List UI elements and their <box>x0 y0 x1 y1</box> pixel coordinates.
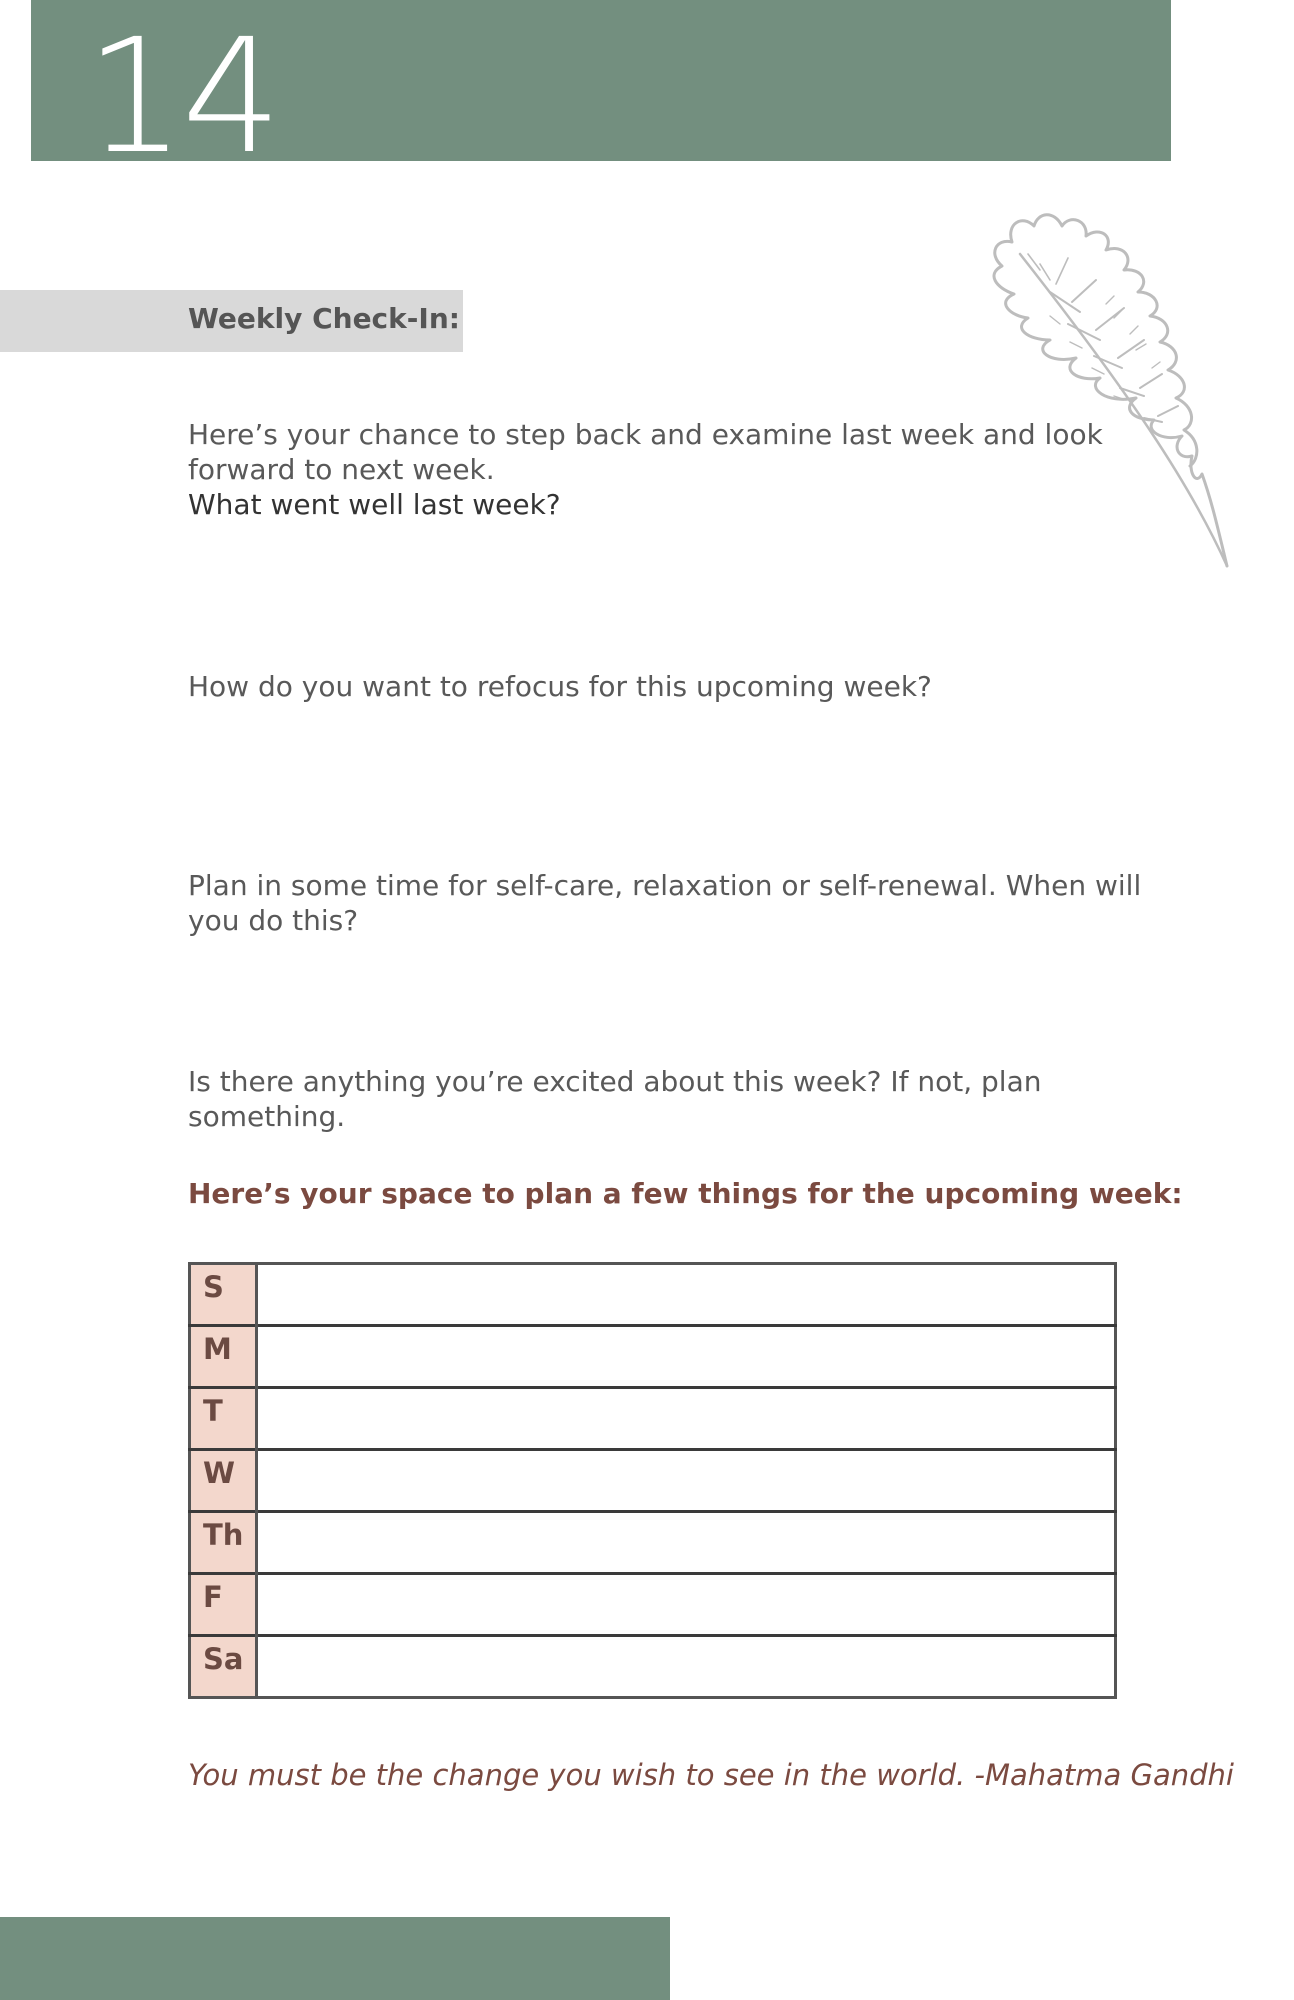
planner-row <box>190 1264 1116 1326</box>
planner-row <box>190 1574 1116 1636</box>
refocus-line: How do you want to refocus for this upcoming week? <box>188 670 932 703</box>
header-bar <box>31 0 1171 161</box>
plan-slot-wednesday[interactable] <box>257 1450 1116 1512</box>
day-label-sunday: S <box>190 1264 257 1326</box>
day-label-monday: M <box>190 1326 257 1388</box>
day-label-thursday: Th <box>190 1512 257 1574</box>
planner-row <box>190 1512 1116 1574</box>
intro-line-1: Here’s your chance to step back and examine last week and look <box>188 418 1103 451</box>
excited-line-1: Is there anything you’re excited about this week? If not, plan <box>188 1065 1042 1098</box>
self-care-line-2: you do this? <box>188 904 359 937</box>
went-well-prompt: What went well last week? <box>188 488 561 521</box>
plan-slot-thursday[interactable] <box>257 1512 1116 1574</box>
day-label-tuesday: T <box>190 1388 257 1450</box>
plan-slot-saturday[interactable] <box>257 1636 1116 1698</box>
weekly-check-in-title: Weekly Check-In: <box>188 302 460 335</box>
day-label-wednesday: W <box>190 1450 257 1512</box>
refocus-prompt <box>188 669 1148 704</box>
oak-leaf-illustration <box>900 184 1240 584</box>
day-label-friday: F <box>190 1574 257 1636</box>
planner-row <box>190 1388 1116 1450</box>
intro-prompt <box>188 417 1148 522</box>
self-care-line-1: Plan in some time for self-care, relaxation or self-renewal. When will <box>188 869 1142 902</box>
excited-prompt <box>188 1064 1148 1134</box>
planner-row <box>190 1450 1116 1512</box>
plan-slot-tuesday[interactable] <box>257 1388 1116 1450</box>
plan-slot-monday[interactable] <box>257 1326 1116 1388</box>
plan-slot-friday[interactable] <box>257 1574 1116 1636</box>
weekly-planner-table <box>188 1262 1117 1699</box>
gandhi-quote: You must be the change you wish to see in the world. -Mahatma Gandhi <box>188 1758 1234 1792</box>
excited-line-2: something. <box>188 1100 346 1133</box>
intro-line-2: forward to next week. <box>188 453 495 486</box>
day-label-saturday: Sa <box>190 1636 257 1698</box>
self-care-prompt <box>188 868 1148 938</box>
plan-heading: Here’s your space to plan a few things for the upcoming week: <box>188 1177 1183 1210</box>
planner-row <box>190 1636 1116 1698</box>
plan-slot-sunday[interactable] <box>257 1264 1116 1326</box>
page-number: 14 <box>85 5 279 161</box>
planner-row <box>190 1326 1116 1388</box>
footer-bar <box>0 1917 670 2000</box>
